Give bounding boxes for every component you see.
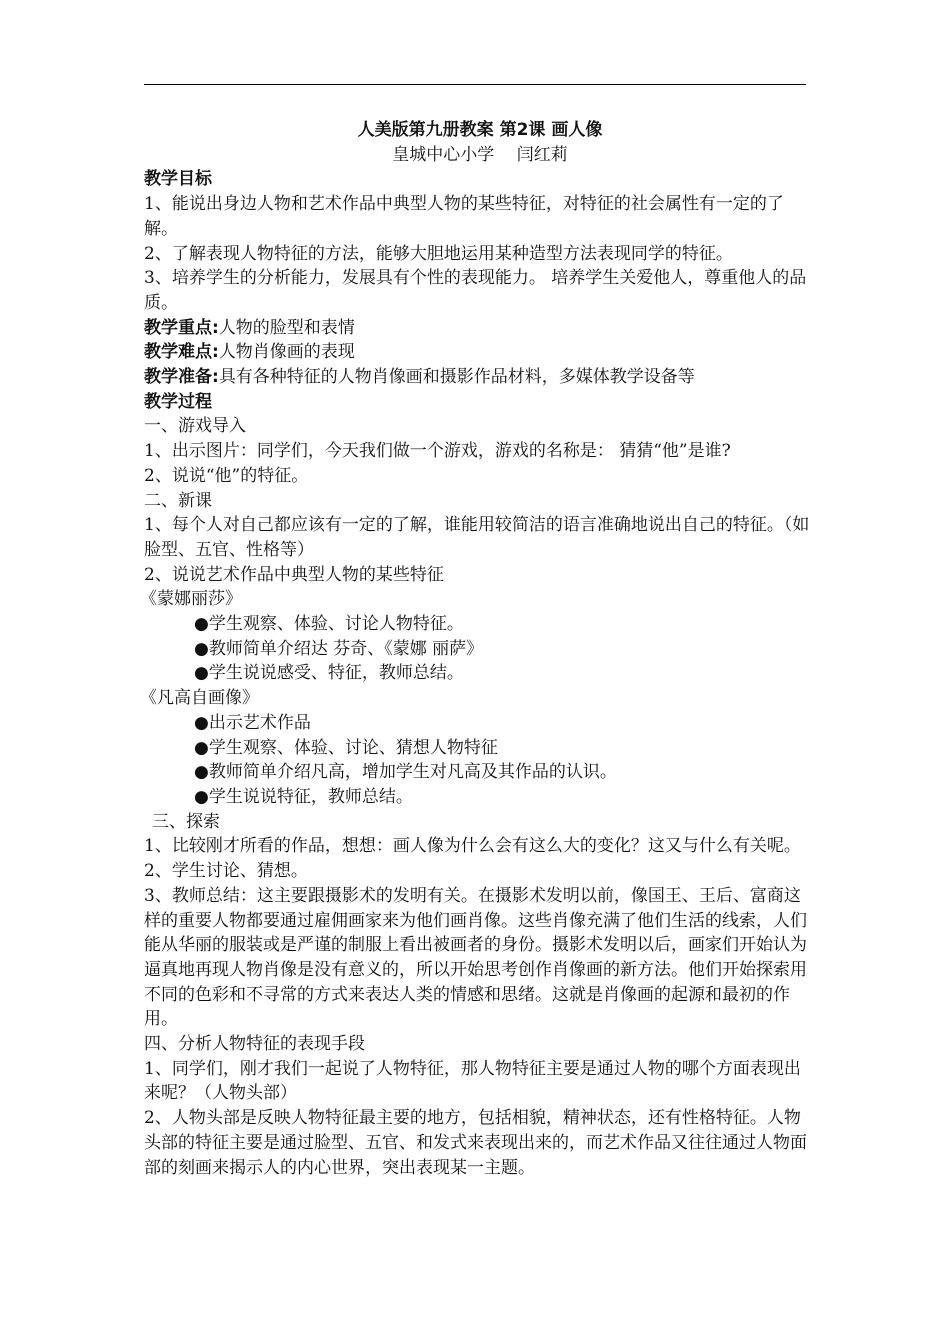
document-body <box>140 118 816 1180</box>
document-title: 人美版第九册教案 第2课 画人像 <box>357 120 603 140</box>
section-title: 二、新课 <box>144 490 212 511</box>
goal-item: 2、了解表现人物特征的方法，能够大胆地运用某种造型方法表现同学的特征。 <box>144 243 733 264</box>
author-line: 皇城中心小学 闫红莉 <box>392 144 568 165</box>
bullet-item: ●出示艺术作品 <box>194 712 311 733</box>
section-item: 3、教师总结：这主要跟摄影术的发明有关。在摄影术发明以前，像国王、王后、富商这样的重要人物都要通过雇佣画家来为他们画肖像。这些肖像充满了他们生活的线索，人们能从华丽的服装或是严谨的制服上看出被画者的身份。摄影术发明以后，画家们开始认为逼真地再现人物肖像是没有意义的，所以开始思考创作肖像画的新方法。他们开始探索用不同的色彩和不寻常的方式来表达人类的情感和思绪。这就是肖像画的起源和最初的作用。 <box>144 885 807 1030</box>
section-item: 2、说说“他”的特征。 <box>144 465 309 486</box>
bullet-item: ●教师简单介绍凡高，增加学生对凡高及其作品的认识。 <box>194 762 617 783</box>
section-title: 四、分析人物特征的表现手段 <box>144 1034 365 1055</box>
section-title: 三、探索 <box>152 811 220 832</box>
bullet-item: ●学生说说特征，教师总结。 <box>194 786 413 807</box>
section-item: 2、人物头部是反映人物特征最主要的地方，包括相貌，精神状态，还有性格特征。人物头部的特征主要是通过脸型、五官、和发式来表现出来的，而艺术作品又往往通过人物面部的刻画来揭示人的内心世界，突出表现某一主题。 <box>144 1108 807 1178</box>
section-item: 2、学生讨论、猜想。 <box>144 861 308 882</box>
key-point-text: 人物的脸型和表情 <box>218 317 355 338</box>
goal-item: 3、培养学生的分析能力，发展具有个性的表现能力。 培养学生关爱他人，尊重他人的品质。 <box>144 268 807 313</box>
bullet-item: ●教师简单介绍达 芬奇、《蒙娜 丽萨》 <box>194 638 484 659</box>
section-item: 1、每个人对自己都应该有一定的了解，谁能用较简洁的语言准确地说出自己的特征。（如脸型、五官、性格等） <box>144 515 810 560</box>
key-point-label: 教学重点: <box>144 317 219 338</box>
difficulty-label: 教学难点: <box>144 342 219 363</box>
bullet-item: ●学生观察、体验、讨论、猜想人物特征 <box>194 737 498 758</box>
key-point-line <box>144 316 816 341</box>
preparation-line <box>144 365 816 390</box>
bullet-item: ●学生观察、体验、讨论人物特征。 <box>194 614 464 635</box>
header-rule <box>144 84 806 85</box>
goal-item: 1、能说出身边人物和艺术作品中典型人物的某些特征，对特征的社会属性有一定的了解。 <box>144 194 784 239</box>
artwork-title: 《蒙娜丽莎》 <box>140 589 242 610</box>
artwork-title: 《凡高自画像》 <box>140 688 259 709</box>
process-heading: 教学过程 <box>144 391 212 412</box>
section-item: 1、同学们，刚才我们一起说了人物特征，那人物特征主要是通过人物的哪个方面表现出来呢？（人物头部） <box>144 1058 801 1104</box>
difficulty-text: 人物肖像画的表现 <box>218 342 355 363</box>
section-title: 一、游戏导入 <box>144 416 246 437</box>
preparation-text: 具有各种特征的人物肖像画和摄影作品材料，多媒体教学设备等 <box>218 367 695 388</box>
section-item: 1、比较刚才所看的作品，想想：画人像为什么会有这么大的变化？这又与什么有关呢。 <box>144 836 801 857</box>
preparation-label: 教学准备: <box>144 367 219 388</box>
section-item: 1、出示图片：同学们，今天我们做一个游戏，游戏的名称是： 猜猜“他”是谁? <box>144 441 731 462</box>
bullet-item: ●学生说说感受、特征，教师总结。 <box>194 663 464 684</box>
section-item: 2、说说艺术作品中典型人物的某些特征 <box>144 564 444 585</box>
difficulty-line <box>144 340 816 365</box>
goals-heading: 教学目标 <box>144 169 212 190</box>
